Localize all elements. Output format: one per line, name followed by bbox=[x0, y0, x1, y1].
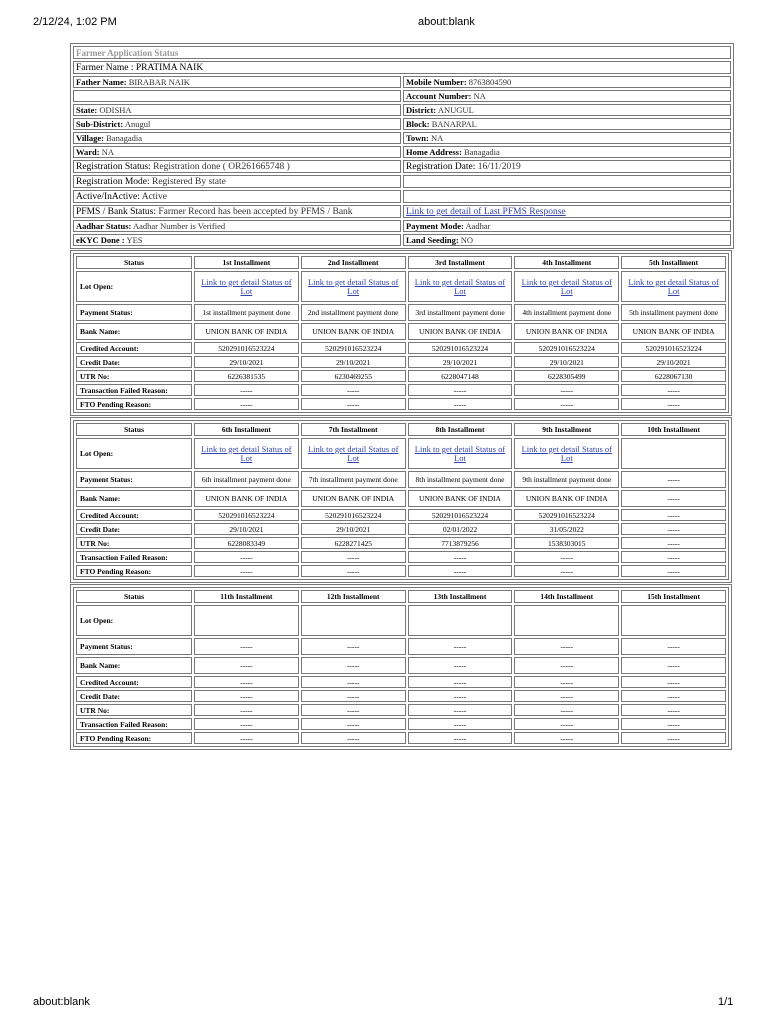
reg-mode-cell bbox=[73, 175, 401, 188]
fto-pending-cell: ----- bbox=[194, 398, 299, 410]
block-value: BANARPAL bbox=[431, 119, 477, 129]
txn-failed-cell: ----- bbox=[194, 718, 299, 730]
utr-no-cell: 6228083349 bbox=[194, 537, 299, 549]
installment-header: 14th Installment bbox=[514, 590, 619, 603]
installment-row-txn-failed bbox=[76, 551, 726, 563]
row-label: Payment Status: bbox=[76, 471, 192, 488]
fto-pending-cell: ----- bbox=[514, 565, 619, 577]
installment-row-credited-account bbox=[76, 676, 726, 688]
utr-no-cell: ----- bbox=[514, 704, 619, 716]
row-label: FTO Pending Reason: bbox=[76, 398, 192, 410]
reg-date-value: 16/11/2019 bbox=[477, 161, 521, 172]
bank-name-cell: UNION BANK OF INDIA bbox=[621, 323, 726, 340]
installment-row-utr-no bbox=[76, 370, 726, 382]
installment-block-1 bbox=[70, 250, 732, 416]
installment-row-bank-name bbox=[76, 490, 726, 507]
town-label: Town: bbox=[406, 133, 429, 143]
account-cell bbox=[403, 90, 731, 102]
payment-status-cell: 6th installment payment done bbox=[194, 471, 299, 488]
fto-pending-cell: ----- bbox=[301, 732, 406, 744]
credit-date-cell: ----- bbox=[621, 523, 726, 535]
bank-name-cell: UNION BANK OF INDIA bbox=[301, 490, 406, 507]
credited-account-cell: 520291016523224 bbox=[408, 342, 513, 354]
district-value: ANUGUL bbox=[437, 105, 474, 115]
row-label: Transaction Failed Reason: bbox=[76, 718, 192, 730]
installment-header: 13th Installment bbox=[408, 590, 513, 603]
mobile-value: 8763804590 bbox=[468, 77, 512, 87]
print-page-title: about:blank bbox=[418, 16, 475, 28]
installment-header: 9th Installment bbox=[514, 423, 619, 436]
district-cell bbox=[403, 104, 731, 116]
row-label: Credited Account: bbox=[76, 509, 192, 521]
print-datetime: 2/12/24, 1:02 PM bbox=[33, 16, 117, 28]
credit-date-cell: ----- bbox=[194, 690, 299, 702]
row-label: Bank Name: bbox=[76, 490, 192, 507]
utr-no-cell: 1538303015 bbox=[514, 537, 619, 549]
installment-header: 8th Installment bbox=[408, 423, 513, 436]
installment-row-fto-pending bbox=[76, 732, 726, 744]
installment-row-lot-open bbox=[76, 271, 726, 302]
txn-failed-cell: ----- bbox=[514, 384, 619, 396]
installment-header: 7th Installment bbox=[301, 423, 406, 436]
farmer-name-label: Farmer Name : bbox=[76, 62, 134, 73]
lot-open-cell bbox=[408, 271, 513, 302]
credit-date-cell: 29/10/2021 bbox=[514, 356, 619, 368]
row-label: UTR No: bbox=[76, 370, 192, 382]
pfms-response-link[interactable]: Link to get detail of Last PFMS Response bbox=[406, 206, 566, 217]
installment-block-2 bbox=[70, 417, 732, 583]
installment-row-credited-account bbox=[76, 342, 726, 354]
installment-header: 3rd Installment bbox=[408, 256, 513, 269]
pfms-status-cell bbox=[73, 205, 401, 218]
bank-name-cell: ----- bbox=[194, 657, 299, 674]
father-name-cell bbox=[73, 76, 401, 88]
utr-no-cell: ----- bbox=[621, 537, 726, 549]
txn-failed-cell: ----- bbox=[621, 551, 726, 563]
installment-header: 10th Installment bbox=[621, 423, 726, 436]
block-cell bbox=[403, 118, 731, 130]
txn-failed-cell: ----- bbox=[301, 551, 406, 563]
report-title: Farmer Application Status bbox=[73, 46, 731, 59]
lot-open-cell bbox=[621, 271, 726, 302]
utr-no-cell: ----- bbox=[408, 704, 513, 716]
installment-row-credit-date bbox=[76, 523, 726, 535]
print-footer-url: about:blank bbox=[33, 996, 90, 1008]
reg-date-label: Registration Date: bbox=[406, 161, 476, 172]
txn-failed-cell: ----- bbox=[514, 718, 619, 730]
credit-date-cell: 29/10/2021 bbox=[301, 356, 406, 368]
installment-header: 4th Installment bbox=[514, 256, 619, 269]
credited-account-cell: ----- bbox=[621, 509, 726, 521]
lot-open-cell bbox=[194, 438, 299, 469]
empty-cell bbox=[403, 190, 731, 203]
fto-pending-cell: ----- bbox=[621, 398, 726, 410]
reg-status-cell bbox=[73, 160, 401, 173]
ward-label: Ward: bbox=[76, 147, 100, 157]
state-label: State: bbox=[76, 105, 98, 115]
land-seeding-label: Land Seeding: bbox=[406, 235, 459, 245]
installments-section bbox=[70, 250, 732, 750]
payment-mode-value: Aadhar bbox=[465, 221, 491, 231]
bank-name-cell: UNION BANK OF INDIA bbox=[194, 490, 299, 507]
farmer-status-report bbox=[70, 43, 732, 750]
credited-account-cell: ----- bbox=[194, 676, 299, 688]
ward-value: NA bbox=[101, 147, 115, 157]
fto-pending-cell: ----- bbox=[408, 732, 513, 744]
installment-row-txn-failed bbox=[76, 384, 726, 396]
installment-row-payment-status bbox=[76, 638, 726, 655]
subdistrict-cell bbox=[73, 118, 401, 130]
payment-status-cell: 4th installment payment done bbox=[514, 304, 619, 321]
row-label: Lot Open: bbox=[76, 438, 192, 469]
txn-failed-cell: ----- bbox=[408, 384, 513, 396]
credit-date-cell: ----- bbox=[514, 690, 619, 702]
payment-mode-cell bbox=[403, 220, 731, 232]
lot-open-cell bbox=[514, 605, 619, 636]
subdistrict-label: Sub-District: bbox=[76, 119, 124, 129]
row-label: Bank Name: bbox=[76, 657, 192, 674]
credited-account-cell: ----- bbox=[514, 676, 619, 688]
fto-pending-cell: ----- bbox=[514, 398, 619, 410]
credited-account-cell: 520291016523224 bbox=[301, 509, 406, 521]
lot-status-link[interactable]: Link to get detail Status of Lot bbox=[628, 276, 719, 296]
row-label: FTO Pending Reason: bbox=[76, 565, 192, 577]
payment-status-cell: 8th installment payment done bbox=[408, 471, 513, 488]
installment-header-row bbox=[76, 256, 726, 269]
installment-header: 5th Installment bbox=[621, 256, 726, 269]
installment-header: 12th Installment bbox=[301, 590, 406, 603]
payment-status-cell: ----- bbox=[194, 638, 299, 655]
lot-status-link[interactable]: Link to get detail Status of Lot bbox=[414, 443, 506, 463]
installment-header-row bbox=[76, 590, 726, 603]
installment-row-payment-status bbox=[76, 304, 726, 321]
aadhar-cell bbox=[73, 220, 401, 232]
reg-status-label: Registration Status: bbox=[76, 161, 151, 172]
bank-name-cell: ----- bbox=[621, 490, 726, 507]
txn-failed-cell: ----- bbox=[408, 718, 513, 730]
home-address-label: Home Address: bbox=[406, 147, 462, 157]
row-label: UTR No: bbox=[76, 537, 192, 549]
bank-name-cell: UNION BANK OF INDIA bbox=[514, 490, 619, 507]
ekyc-value: YES bbox=[126, 235, 143, 245]
bank-name-cell: UNION BANK OF INDIA bbox=[301, 323, 406, 340]
installment-table bbox=[73, 253, 729, 413]
lot-open-cell bbox=[301, 605, 406, 636]
fto-pending-cell: ----- bbox=[194, 732, 299, 744]
txn-failed-cell: ----- bbox=[514, 551, 619, 563]
lot-open-cell bbox=[621, 605, 726, 636]
reg-mode-label: Registration Mode: bbox=[76, 176, 150, 187]
farmer-name-value: PRATIMA NAIK bbox=[135, 62, 204, 73]
lot-status-link[interactable]: Link to get detail Status of Lot bbox=[521, 443, 612, 463]
installment-row-bank-name bbox=[76, 657, 726, 674]
installment-row-fto-pending bbox=[76, 398, 726, 410]
bank-name-cell: UNION BANK OF INDIA bbox=[514, 323, 619, 340]
utr-no-cell: ----- bbox=[621, 704, 726, 716]
installment-row-lot-open bbox=[76, 605, 726, 636]
payment-status-cell: ----- bbox=[621, 638, 726, 655]
credited-account-cell: ----- bbox=[301, 676, 406, 688]
credit-date-cell: 29/10/2021 bbox=[194, 356, 299, 368]
lot-open-cell bbox=[514, 271, 619, 302]
utr-no-cell: 6228067130 bbox=[621, 370, 726, 382]
payment-status-cell: ----- bbox=[301, 638, 406, 655]
lot-status-link[interactable]: Link to get detail Status of Lot bbox=[521, 276, 612, 296]
payment-status-cell: 5th installment payment done bbox=[621, 304, 726, 321]
credit-date-cell: ----- bbox=[408, 690, 513, 702]
aadhar-value: Aadhar Number is Verified bbox=[133, 221, 226, 231]
reg-date-cell bbox=[403, 160, 731, 173]
pfms-status-label: PFMS / Bank Status: bbox=[76, 206, 156, 217]
pfms-link-cell bbox=[403, 205, 731, 218]
aadhar-label: Aadhar Status: bbox=[76, 221, 132, 231]
installment-row-utr-no bbox=[76, 537, 726, 549]
bank-name-cell: ----- bbox=[514, 657, 619, 674]
father-name-label: Father Name: bbox=[76, 77, 127, 87]
row-label: Transaction Failed Reason: bbox=[76, 551, 192, 563]
payment-mode-label: Payment Mode: bbox=[406, 221, 464, 231]
credited-account-cell: 520291016523224 bbox=[194, 342, 299, 354]
installment-block-3 bbox=[70, 584, 732, 750]
active-label: Active/InActive: bbox=[76, 191, 140, 202]
row-label: Transaction Failed Reason: bbox=[76, 384, 192, 396]
credit-date-cell: ----- bbox=[301, 690, 406, 702]
ekyc-label: eKYC Done : bbox=[76, 235, 125, 245]
lot-open-cell bbox=[194, 271, 299, 302]
farmer-info-table bbox=[70, 43, 734, 249]
bank-name-cell: UNION BANK OF INDIA bbox=[194, 323, 299, 340]
land-seeding-value: NO bbox=[460, 235, 474, 245]
bank-name-cell: UNION BANK OF INDIA bbox=[408, 323, 513, 340]
lot-open-cell bbox=[301, 271, 406, 302]
installment-row-bank-name bbox=[76, 323, 726, 340]
fto-pending-cell: ----- bbox=[301, 565, 406, 577]
installment-header: 1st Installment bbox=[194, 256, 299, 269]
reg-mode-value: Registered By state bbox=[152, 176, 226, 187]
credited-account-cell: 520291016523224 bbox=[194, 509, 299, 521]
land-seeding-cell bbox=[403, 234, 731, 246]
installment-row-credited-account bbox=[76, 509, 726, 521]
installment-table bbox=[73, 420, 729, 580]
fto-pending-cell: ----- bbox=[514, 732, 619, 744]
payment-status-cell: 7th installment payment done bbox=[301, 471, 406, 488]
installment-row-utr-no bbox=[76, 704, 726, 716]
row-label: Credit Date: bbox=[76, 690, 192, 702]
row-label: Payment Status: bbox=[76, 304, 192, 321]
active-value: Active bbox=[141, 191, 168, 202]
lot-open-cell bbox=[621, 438, 726, 469]
credit-date-cell: 02/01/2022 bbox=[408, 523, 513, 535]
payment-status-cell: 3rd installment payment done bbox=[408, 304, 513, 321]
village-value: Banagadia bbox=[106, 133, 143, 143]
fto-pending-cell: ----- bbox=[621, 732, 726, 744]
home-address-cell bbox=[403, 146, 731, 158]
installment-table bbox=[73, 587, 729, 747]
town-value: NA bbox=[430, 133, 444, 143]
subdistrict-value: Anugul bbox=[124, 119, 151, 129]
txn-failed-cell: ----- bbox=[621, 384, 726, 396]
utr-no-cell: 6230469255 bbox=[301, 370, 406, 382]
block-label: Block: bbox=[406, 119, 430, 129]
payment-status-cell: 9th installment payment done bbox=[514, 471, 619, 488]
credited-account-cell: ----- bbox=[621, 676, 726, 688]
installment-header: 6th Installment bbox=[194, 423, 299, 436]
district-label: District: bbox=[406, 105, 437, 115]
row-label: Credit Date: bbox=[76, 523, 192, 535]
utr-no-cell: 6228047148 bbox=[408, 370, 513, 382]
credited-account-cell: 520291016523224 bbox=[514, 342, 619, 354]
txn-failed-cell: ----- bbox=[621, 718, 726, 730]
reg-status-value: Registration done ( OR261665748 ) bbox=[153, 161, 290, 172]
lot-open-cell bbox=[194, 605, 299, 636]
utr-no-cell: 7713879256 bbox=[408, 537, 513, 549]
row-label: Credit Date: bbox=[76, 356, 192, 368]
print-page-number: 1/1 bbox=[718, 996, 734, 1008]
home-address-value: Banagadia bbox=[463, 147, 500, 157]
row-label: Lot Open: bbox=[76, 605, 192, 636]
mobile-label: Mobile Number: bbox=[406, 77, 467, 87]
txn-failed-cell: ----- bbox=[194, 384, 299, 396]
account-value: NA bbox=[473, 91, 486, 101]
installment-row-fto-pending bbox=[76, 565, 726, 577]
pfms-status-value: Farmer Record has been accepted by PFMS / Bank bbox=[158, 206, 353, 217]
installment-row-credit-date bbox=[76, 690, 726, 702]
status-header: Status bbox=[76, 590, 192, 603]
payment-status-cell: ----- bbox=[514, 638, 619, 655]
installment-row-credit-date bbox=[76, 356, 726, 368]
father-name-value: BIRABAR NAIK bbox=[128, 77, 190, 87]
row-label: UTR No: bbox=[76, 704, 192, 716]
lot-status-link[interactable]: Link to get detail Status of Lot bbox=[414, 276, 506, 296]
credited-account-cell: 520291016523224 bbox=[514, 509, 619, 521]
utr-no-cell: ----- bbox=[194, 704, 299, 716]
payment-status-cell: ----- bbox=[621, 471, 726, 488]
lot-open-cell bbox=[408, 605, 513, 636]
payment-status-cell: 2nd installment payment done bbox=[301, 304, 406, 321]
bank-name-cell: ----- bbox=[301, 657, 406, 674]
account-label: Account Number: bbox=[406, 91, 472, 101]
row-label: Bank Name: bbox=[76, 323, 192, 340]
lot-status-link[interactable]: Link to get detail Status of Lot bbox=[201, 443, 292, 463]
txn-failed-cell: ----- bbox=[301, 384, 406, 396]
utr-no-cell: 6228305499 bbox=[514, 370, 619, 382]
lot-open-cell bbox=[301, 438, 406, 469]
bank-name-cell: ----- bbox=[408, 657, 513, 674]
installment-header: 11th Installment bbox=[194, 590, 299, 603]
txn-failed-cell: ----- bbox=[408, 551, 513, 563]
bank-name-cell: UNION BANK OF INDIA bbox=[408, 490, 513, 507]
credited-account-cell: ----- bbox=[408, 676, 513, 688]
installment-row-payment-status bbox=[76, 471, 726, 488]
payment-status-cell: 1st installment payment done bbox=[194, 304, 299, 321]
lot-open-cell bbox=[514, 438, 619, 469]
row-label: Payment Status: bbox=[76, 638, 192, 655]
credit-date-cell: ----- bbox=[621, 690, 726, 702]
town-cell bbox=[403, 132, 731, 144]
lot-status-link[interactable]: Link to get detail Status of Lot bbox=[307, 443, 399, 463]
credited-account-cell: 520291016523224 bbox=[408, 509, 513, 521]
fto-pending-cell: ----- bbox=[408, 565, 513, 577]
installment-row-txn-failed bbox=[76, 718, 726, 730]
village-cell bbox=[73, 132, 401, 144]
empty-cell bbox=[403, 175, 731, 188]
village-label: Village: bbox=[76, 133, 105, 143]
lot-open-cell bbox=[408, 438, 513, 469]
credit-date-cell: 29/10/2021 bbox=[408, 356, 513, 368]
state-value: ODISHA bbox=[99, 105, 132, 115]
fto-pending-cell: ----- bbox=[301, 398, 406, 410]
installment-header-row bbox=[76, 423, 726, 436]
credit-date-cell: 31/05/2022 bbox=[514, 523, 619, 535]
txn-failed-cell: ----- bbox=[301, 718, 406, 730]
row-label: FTO Pending Reason: bbox=[76, 732, 192, 744]
credited-account-cell: 520291016523224 bbox=[621, 342, 726, 354]
utr-no-cell: ----- bbox=[301, 704, 406, 716]
mobile-cell bbox=[403, 76, 731, 88]
ekyc-cell bbox=[73, 234, 401, 246]
credit-date-cell: 29/10/2021 bbox=[621, 356, 726, 368]
ward-cell bbox=[73, 146, 401, 158]
row-label: Lot Open: bbox=[76, 271, 192, 302]
farmer-name-row bbox=[73, 61, 731, 74]
installment-row-lot-open bbox=[76, 438, 726, 469]
credited-account-cell: 520291016523224 bbox=[301, 342, 406, 354]
payment-status-cell: ----- bbox=[408, 638, 513, 655]
empty-cell bbox=[73, 90, 401, 102]
row-label: Credited Account: bbox=[76, 342, 192, 354]
fto-pending-cell: ----- bbox=[408, 398, 513, 410]
fto-pending-cell: ----- bbox=[621, 565, 726, 577]
lot-status-link[interactable]: Link to get detail Status of Lot bbox=[307, 276, 399, 296]
utr-no-cell: 6226381535 bbox=[194, 370, 299, 382]
state-cell bbox=[73, 104, 401, 116]
credit-date-cell: 29/10/2021 bbox=[194, 523, 299, 535]
active-cell bbox=[73, 190, 401, 203]
installment-header: 15th Installment bbox=[621, 590, 726, 603]
lot-status-link[interactable]: Link to get detail Status of Lot bbox=[201, 276, 292, 296]
installment-header: 2nd Installment bbox=[301, 256, 406, 269]
credit-date-cell: 29/10/2021 bbox=[301, 523, 406, 535]
fto-pending-cell: ----- bbox=[194, 565, 299, 577]
status-header: Status bbox=[76, 423, 192, 436]
row-label: Credited Account: bbox=[76, 676, 192, 688]
txn-failed-cell: ----- bbox=[194, 551, 299, 563]
bank-name-cell: ----- bbox=[621, 657, 726, 674]
status-header: Status bbox=[76, 256, 192, 269]
utr-no-cell: 6228271425 bbox=[301, 537, 406, 549]
